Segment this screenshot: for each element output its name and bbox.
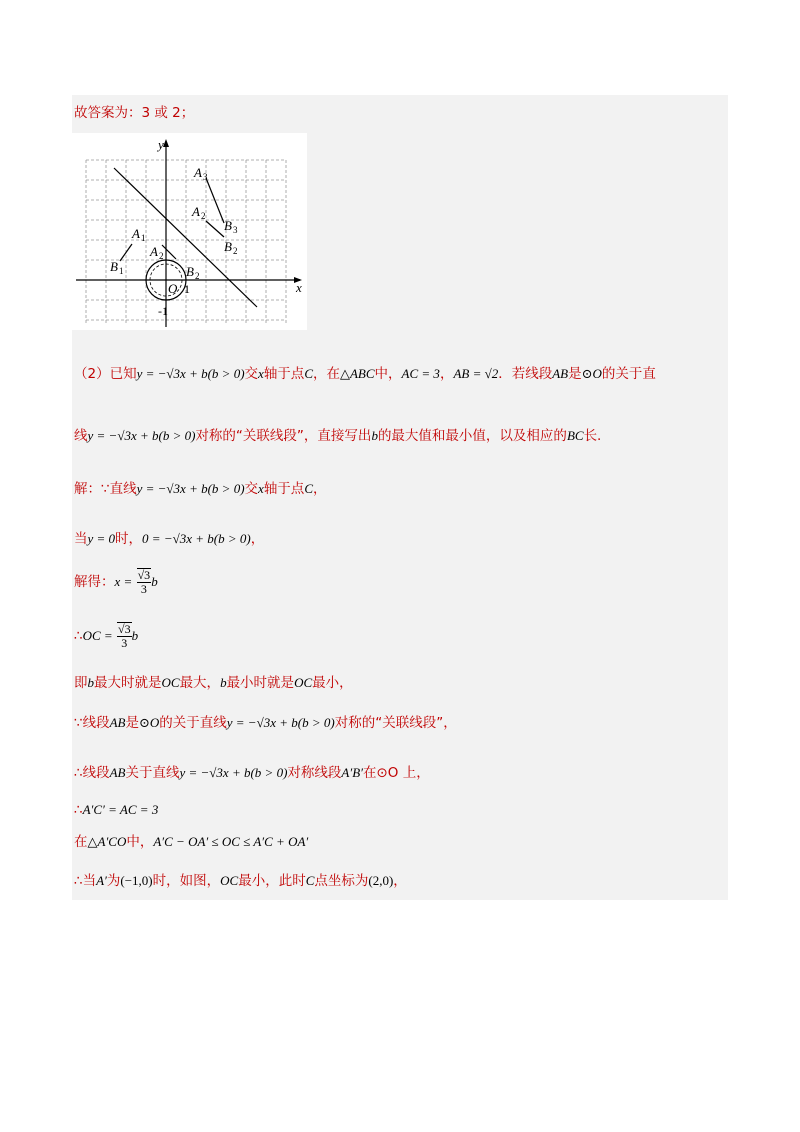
q2-line-1: （2）已知y = −√3x + b(b > 0)交x轴于点C，在△ABC中，AC = 3，AB = √2．若线段AB是⊙O的关于直: [74, 366, 656, 382]
label-a1: A: [132, 226, 140, 241]
sub-a3: 3: [203, 172, 208, 182]
segments: [120, 178, 224, 261]
label-a2b: A: [150, 244, 158, 259]
sub-a2b: 2: [159, 251, 164, 261]
q2-line-2: 线y = −√3x + b(b > 0)对称的“关联线段”，直接写出b的最大值和最小值，以及相应的BC长.: [74, 428, 602, 444]
answer-line: 故答案为：3 或 2；: [74, 105, 195, 121]
label-b2a: B: [224, 239, 232, 254]
label-a2a: A: [192, 204, 200, 219]
label-b3: B: [224, 218, 232, 233]
sub-b1: 1: [119, 266, 124, 276]
sub-b3: 3: [233, 225, 238, 235]
y-axis-label: y: [158, 137, 164, 152]
tick-minus-one: -1: [158, 304, 168, 318]
label-b1: B: [110, 259, 118, 274]
sub-a2a: 2: [201, 211, 206, 221]
figure-svg: [72, 133, 307, 330]
fraction-sqrt3-over-3: $\frac{√3}{3}$: [137, 568, 151, 596]
sol-line-6: ∵线段AB是⊙O的关于直线y = −√3x + b(b > 0)对称的“关联线段”，: [74, 715, 457, 731]
sol-line-10: ∴当A′为(−1,0)时，如图，OC最小，此时C点坐标为(2,0)，: [74, 873, 407, 889]
sol-line-1: 解：∵直线y = −√3x + b(b > 0)交x轴于点C，: [74, 481, 327, 497]
sol-line-8: ∴A′C′ = AC = 3: [74, 802, 159, 818]
tick-one-x: 1: [184, 282, 190, 296]
sub-a1: 1: [141, 233, 146, 243]
equation-line: y = −√3x + b(b > 0): [136, 366, 245, 381]
sol-line-9: 在△A′CO中，A′C − OA′ ≤ OC ≤ A′C + OA′: [74, 834, 309, 850]
label-a3: A: [194, 165, 202, 180]
x-axis-label: x: [296, 280, 302, 295]
sub-b2b: 2: [195, 271, 200, 281]
sol-line-3: 解得：x = $\frac{√3}{3}$ b: [74, 568, 158, 596]
sub-b2a: 2: [233, 246, 238, 256]
label-b2b: B: [186, 264, 194, 279]
origin-label: O: [168, 281, 178, 296]
sol-line-2: 当y = 0时，0 = −√3x + b(b > 0)，: [74, 531, 265, 547]
sol-line-5: 即b最大时就是OC最大，b最小时就是OC最小，: [74, 675, 353, 691]
sol-line-4: ∴OC = $\frac{√3}{3}$ b: [74, 622, 139, 650]
dashed-grid: [86, 160, 286, 323]
y-axis-arrow: [163, 139, 169, 147]
coordinate-figure: [72, 133, 307, 330]
sol-line-7: ∴线段AB关于直线y = −√3x + b(b > 0)对称线段A′B′在⊙O 上，: [74, 765, 430, 781]
